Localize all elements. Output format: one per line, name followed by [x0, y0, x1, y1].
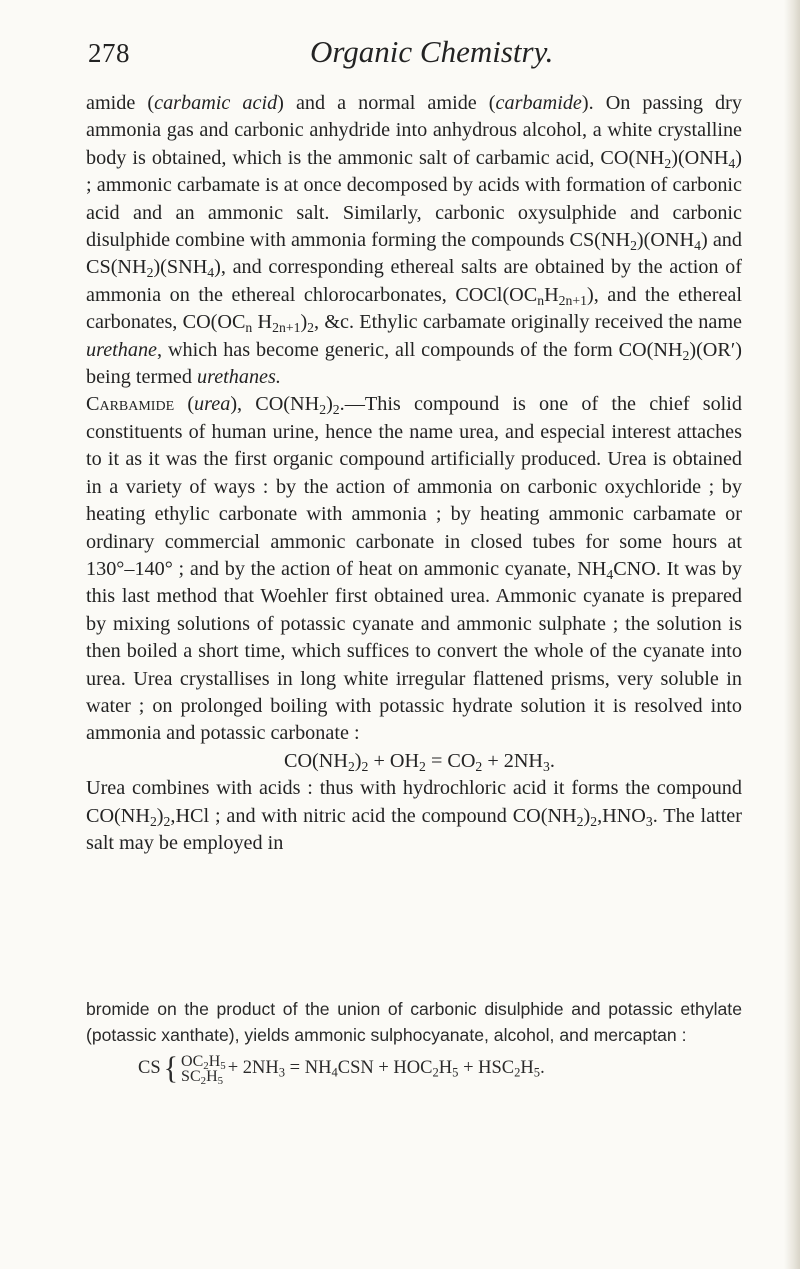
- text-run: ), and the ethereal carbonates, CO(OC: [86, 283, 742, 334]
- subscript: 4: [728, 155, 736, 171]
- subscript: 3: [278, 1065, 286, 1080]
- subscript: 5: [452, 1065, 459, 1080]
- subscript: 3: [543, 758, 550, 774]
- subscript: 2: [590, 813, 598, 829]
- text-run: ) and CS(NH: [86, 229, 742, 279]
- text-run: , &c. Ethylic carbamate originally received the name: [314, 311, 742, 334]
- subscript: 5: [217, 1075, 224, 1088]
- text-run: + OH: [368, 749, 420, 772]
- text-run: + 2NH: [482, 749, 544, 772]
- text-run: ): [583, 804, 591, 827]
- text-run: )(SNH: [153, 256, 208, 279]
- text-run: ) and a normal amide (: [277, 92, 496, 114]
- subscript: 2: [361, 758, 369, 774]
- small-paragraph: bromide on the product of the union of carbonic disulphide and potassic ethylate (potassic xanthate), yields ammonic sulphocyanate, alcohol, and mercaptan :: [86, 999, 742, 1045]
- subscript: 4: [331, 1065, 338, 1080]
- running-head: Organic Chemistry.: [310, 34, 554, 69]
- text-run: ,HNO: [597, 804, 646, 827]
- subscript: 2: [475, 758, 483, 774]
- text-run: CSN + HOC: [337, 1058, 433, 1079]
- subscript: 2: [432, 1065, 439, 1080]
- text-run: + HSC: [458, 1058, 515, 1079]
- subscript: 2: [630, 237, 637, 253]
- text-run: ): [354, 749, 362, 772]
- subscript: n: [245, 320, 253, 336]
- text-run: CS: [138, 1058, 161, 1079]
- page-header: [88, 34, 728, 78]
- brace-symbol: {: [163, 1051, 179, 1086]
- subscript: 2: [200, 1075, 207, 1088]
- subscript: 2: [146, 265, 154, 281]
- italic-term: urethanes.: [197, 366, 281, 389]
- page-number: 278: [88, 38, 130, 68]
- equation-xanthate: [86, 1051, 742, 1088]
- subscript: 2: [332, 402, 340, 418]
- text-run: Urea combines with acids : thus with hydrochloric acid it forms the compound CO(NH: [86, 777, 742, 827]
- subscript: 2n+1: [558, 292, 587, 308]
- italic-term: urea: [194, 393, 231, 416]
- stacked-groups: [181, 1053, 226, 1088]
- subscript: 2: [149, 813, 157, 829]
- text-run: )(OR′) being termed: [86, 338, 742, 389]
- subscript: 4: [606, 566, 614, 582]
- paragraph-2: [86, 391, 742, 747]
- text-run: H: [252, 311, 273, 334]
- subscript: 2: [319, 402, 327, 418]
- text-run: , which has become generic, all compounds of the form CO(NH: [157, 338, 683, 361]
- subscript: n: [537, 292, 545, 308]
- text-run: .: [549, 749, 555, 772]
- text-run: ): [156, 804, 164, 827]
- text-run: CO(NH: [284, 749, 348, 772]
- italic-term: carbamic acid: [154, 92, 278, 114]
- section-heading: Carbamide: [86, 393, 175, 416]
- italic-term: urethane: [86, 338, 158, 361]
- text-run: ) ; ammonic carbamate is at once decomposed by acids with formation of carbonic acid and an ammonic salt. Similarly, carbonic oxysulphide and carbonic disulphide combine with ammonia forming the compounds CS(NH: [86, 146, 742, 252]
- page-edge-shadow: [784, 0, 800, 1269]
- text-run: OC: [181, 1053, 204, 1071]
- text-run: . The latter salt may be employed in: [86, 804, 742, 854]
- text-run: = CO: [425, 749, 476, 772]
- stack-top: [181, 1053, 226, 1073]
- text-run: H: [208, 1053, 221, 1071]
- text-run: SC: [181, 1068, 201, 1086]
- paragraph-3: [86, 775, 742, 857]
- text-run: ,HCl ; and with nitric acid the compound CO(NH: [170, 804, 577, 827]
- subscript: 2: [203, 1060, 209, 1073]
- subscript: 2: [163, 813, 171, 829]
- small-print-note: [86, 997, 742, 1088]
- subscript: 5: [220, 1060, 226, 1073]
- text-run: ), CO(NH: [230, 393, 320, 416]
- equation-urea-hydrolysis: [86, 748, 742, 775]
- subscript: 2: [664, 155, 672, 171]
- text-run: (: [174, 393, 195, 416]
- subscript: 4: [207, 265, 215, 281]
- text-run: amide (: [86, 92, 155, 114]
- text-run: .—This compound is one of the chief solid constituents of human urine, hence the name urea, and especial interest attaches to it as it was the first organic compound artificially produced. Urea is obtained in a variety of ways : by the action of ammonia on carbonic oxychloride ; by heating ethylic carbonate with ammonia ; by heating ammonic carbamate or ordinary commercial ammonic carbonate in closed tubes for some hours at 130°–140° ; and by the action of heat on ammonic cyanate, NH: [86, 393, 742, 580]
- subscript: 2n+1: [272, 320, 301, 336]
- text-run: ): [300, 311, 308, 334]
- equation-rest: [228, 1056, 545, 1082]
- subscript: 2: [576, 813, 584, 829]
- text-run: .: [540, 1058, 545, 1079]
- paragraph-1: [86, 90, 742, 391]
- subscript: 3: [645, 813, 653, 829]
- italic-term: carbamide: [495, 92, 582, 114]
- text-run: H: [438, 1058, 453, 1079]
- subscript: 4: [694, 237, 701, 253]
- text-run: CNO. It was by this last method that Woehler first obtained urea. Ammonic cyanate is prepared by mixing solutions of potassic cyanate and ammonic sulphate ; the solution is then boiled a short time, which suffices to convert the whole of the cyanate into urea. Urea crystallises in long white irregular flattened prisms, very soluble in water ; on prolonged boiling with potassic hydrate solution it is resolved into ammonia and potassic carbonate :: [86, 557, 742, 745]
- subscript: 2: [419, 758, 426, 774]
- text-run: H: [520, 1058, 534, 1079]
- subscript: 2: [347, 758, 355, 774]
- text-run: H: [206, 1068, 218, 1086]
- text-run: ). On passing dry ammonia gas and carbonic anhydride into anhydrous alcohol, a white crystalline body is obtained, which is the ammonic salt of carbamic acid, CO(NH: [86, 92, 742, 169]
- subscript: 5: [533, 1065, 541, 1080]
- text-run: )(ONH: [671, 146, 729, 169]
- text-run: = NH: [285, 1058, 332, 1079]
- subscript: 2: [682, 347, 690, 363]
- text-run: ): [326, 393, 333, 416]
- stack-bottom: [181, 1068, 226, 1088]
- text-run: )(ONH: [636, 229, 695, 252]
- subscript: 2: [307, 320, 315, 336]
- text-run: ), and corresponding ethereal salts are obtained by the action of ammonia on the ethereal chlorocarbonates, COCl(OC: [86, 256, 742, 306]
- text-run: H: [544, 283, 559, 306]
- text-run: + 2NH: [227, 1058, 279, 1079]
- body-text: [86, 90, 742, 857]
- subscript: 2: [514, 1065, 521, 1080]
